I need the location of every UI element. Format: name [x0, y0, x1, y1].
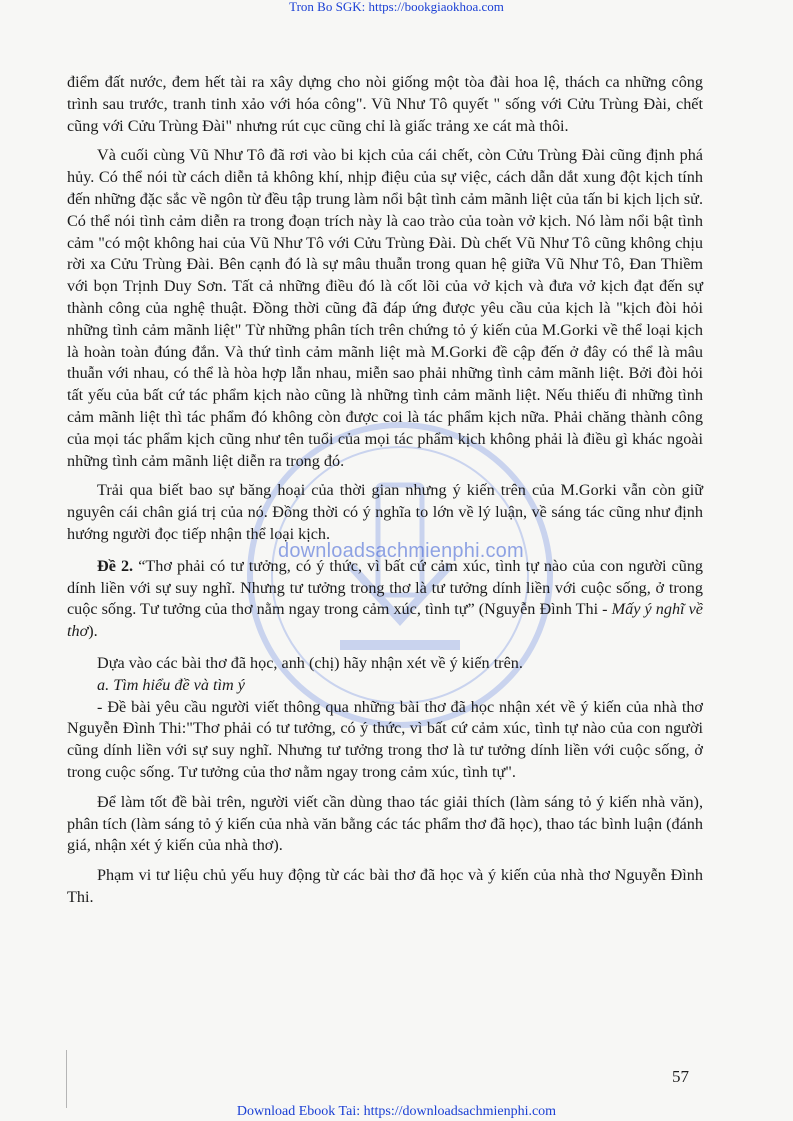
- source-title: Mấy ý nghĩ về thơ: [67, 600, 703, 641]
- page-body: [67, 72, 703, 909]
- section-heading: a. Tìm hiểu đề và tìm ý: [97, 675, 245, 694]
- watermark-text: downloadsachmienphi.com: [278, 540, 524, 562]
- source-link[interactable]: Tron Bo SGK: https://bookgiaokhoa.com: [289, 0, 504, 14]
- paragraph: Trải qua biết bao sự băng hoại của thời gian nhưng ý kiến trên của M.Gorki vẫn còn giữ nguyên cái chân giá trị của nó. Đồng thời có ý nghĩa to lớn về lý luận, về sáng tác cũng như định hướng người đọc tiếp nhận thể loại kịch.: [67, 481, 703, 543]
- download-link[interactable]: Download Ebook Tai: https://downloadsachmienphi.com: [236, 1104, 557, 1119]
- margin-rule: [66, 1050, 67, 1108]
- quote-end: ).: [88, 622, 98, 641]
- task-prompt: Dựa vào các bài thơ đã học, anh (chị) hãy nhận xét về ý kiến trên.: [97, 653, 523, 672]
- page-number: 57: [672, 1067, 689, 1086]
- paragraph: Phạm vi tư liệu chủ yếu huy động từ các bài thơ đã học và ý kiến của nhà thơ Nguyễn Đình Thi.: [67, 866, 703, 906]
- exercise-de-2: [67, 556, 703, 643]
- paragraph: Và cuối cùng Vũ Như Tô đã rơi vào bi kịch của cái chết, còn Cửu Trùng Đài cũng định phá hủy. Có thể nói từ cách diễn tả không khí, nhịp điệu của sự việc, cách dẫn dắt xung đột kịch tính đến những đặc sắc về ngôn từ đều tập trung làm nổi bật tình cảm mãnh liệt của tấn bi kịch lịch sử. Có thể nói tình cảm diễn ra trong đoạn trích này là cao trào của toàn vở kịch. Nó làm nổi bật tình cảm "có một không hai của Vũ Như Tô với Cửu Trùng Đài. Dù chết Vũ Như Tô cũng không chịu rời xa Cửu Trùng Đài. Bên cạnh đó là sự mâu thuẫn trong quan hệ giữa Vũ Như Tô, Đan Thiềm với bọn Trịnh Duy Sơn. Tất cả những điều đó là cốt lõi của vở kịch và đưa vở kịch đạt đến sự thành công của nghệ thuật. Đồng thời cũng đã đáp ứng được yêu cầu của kịch là "kịch đòi hỏi những tình cảm mãnh liệt" Từ những phân tích trên chứng tỏ ý kiến của M.Gorki về thể loại kịch là hoàn toàn đúng đắn. Và thứ tình cảm mãnh liệt mà M.Gorki đề cập đến ở đây có thể là mâu thuẫn với nhau, có thể là hòa hợp lẫn nhau, miễn sao phải những tình cảm mãnh liệt. Bởi đòi hỏi tất yếu của bất cứ tác phẩm kịch nào cũng là những tình cảm mãnh liệt. Nếu thiếu đi những tình cảm mãnh liệt thì tác phẩm đó không còn được coi là tác phẩm kịch nữa. Phải chăng thành công của mọi tác phẩm kịch cũng như tên tuổi của mọi tác phẩm kịch không phải là điều gì khác ngoài những tình cảm mãnh liệt diễn ra trong đó.: [67, 146, 703, 470]
- exercise-label: Đề 2.: [97, 556, 134, 575]
- exercise-quote: “Thơ phải có tư tưởng, có ý thức, vì bất cứ cảm xúc, tình tự nào của con người cũng dính liền với sự suy nghĩ. Nhưng tư tưởng trong thơ là tư tưởng dính liền với cuộc sống, ở trong cuộc sống. Tư tưởng của thơ nằm ngay trong cảm xúc, tình tự” (Nguyễn Đình Thi -: [67, 556, 704, 619]
- paragraph: - Đề bài yêu cầu người viết thông qua những bài thơ đã học nhận xét về ý kiến của nhà thơ Nguyễn Đình Thi:"Thơ phải có tư tưởng, có ý thức, vì bất cứ cảm xúc, tình tự nào của con người cũng dính liền với sự suy nghĩ. Nhưng tư tưởng trong thơ là tư tưởng dính liền với cuộc sống, ở trong cuộc sống. Tư tưởng của thơ nằm ngay trong cảm xúc, tình tự".: [67, 697, 703, 781]
- paragraph: Để làm tốt đề bài trên, người viết cần dùng thao tác giải thích (làm sáng tỏ ý kiến nhà văn), phân tích (làm sáng tỏ ý kiến của nhà văn bằng các tác phẩm thơ đã học), thao tác bình luận (đánh giá, nhận xét ý kiến của nhà thơ).: [67, 792, 703, 855]
- paragraph: điểm đất nước, đem hết tài ra xây dựng cho nòi giống một tòa đài hoa lệ, thách ca những công trình sau trước, tranh tinh xảo với hóa công". Vũ Như Tô quyết " sống với Cửu Trùng Đài, chết cũng với Cửu Trùng Đài" nhưng rút cục cũng chỉ là giấc trảng xe cát mà thôi.: [67, 73, 703, 135]
